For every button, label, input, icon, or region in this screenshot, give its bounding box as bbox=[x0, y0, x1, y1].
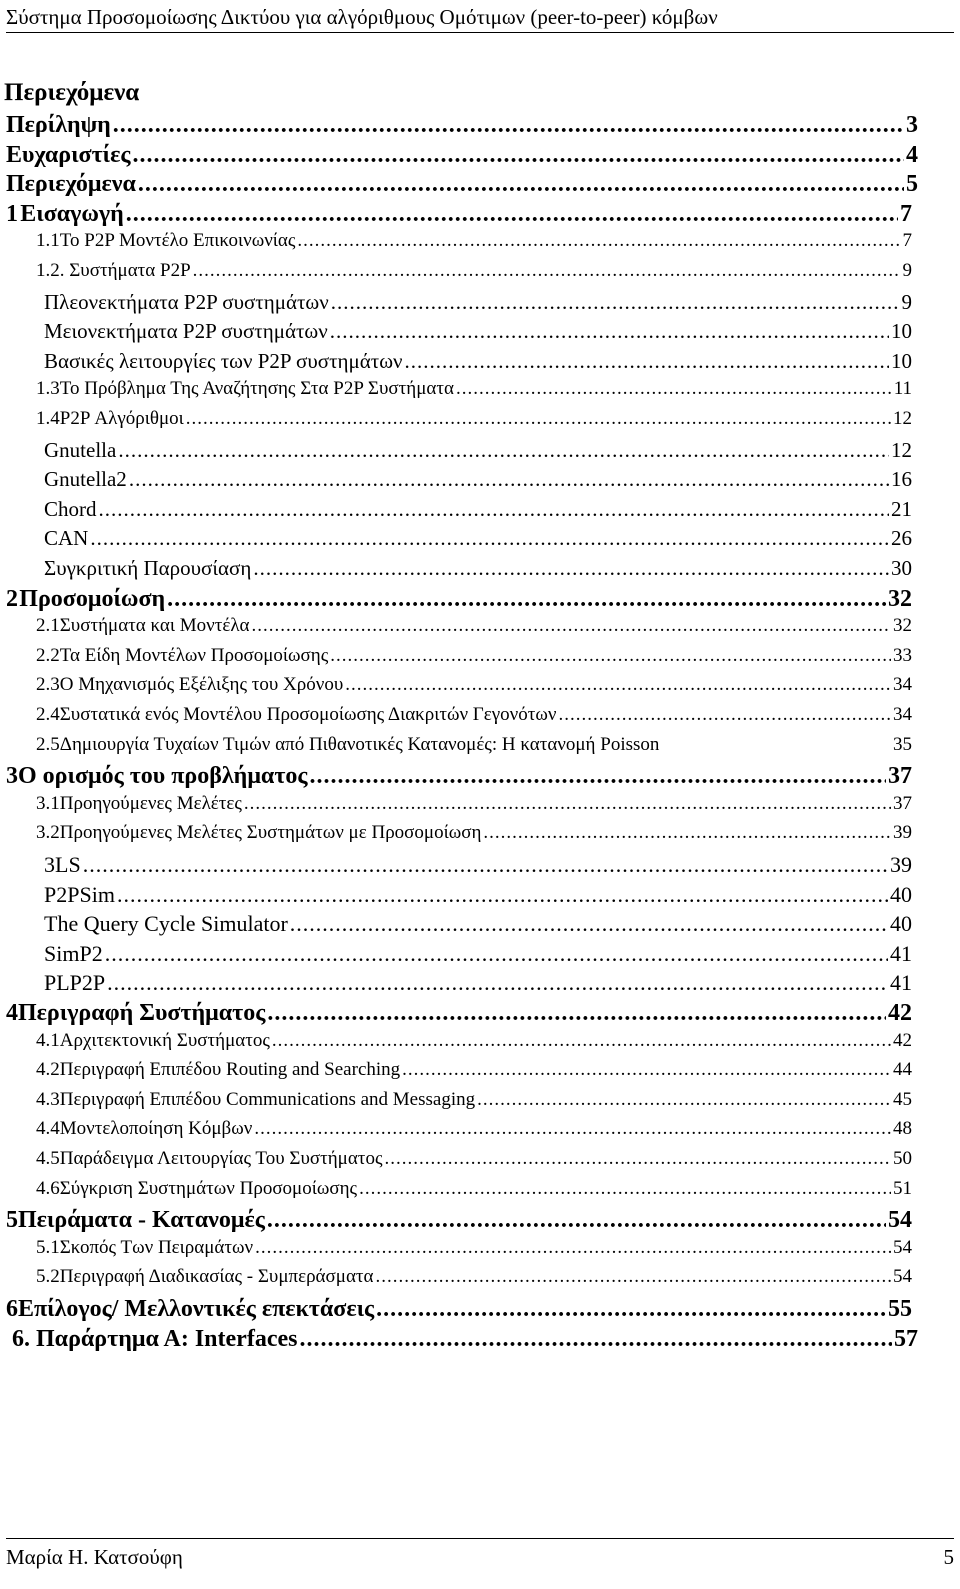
page-header bbox=[6, 4, 954, 33]
toc-entry-page: 12 bbox=[893, 408, 912, 429]
toc-entry[interactable] bbox=[0, 645, 912, 667]
toc-dot-leader bbox=[299, 1326, 892, 1353]
toc-entry[interactable] bbox=[0, 1059, 912, 1081]
toc-entry-number: 6 bbox=[6, 1296, 18, 1322]
toc-entry-page: 54 bbox=[893, 1236, 912, 1258]
toc-dot-leader bbox=[99, 497, 890, 522]
toc-entry-title: Επίλογος/ Μελλοντικές επεκτάσεις bbox=[18, 1296, 375, 1322]
toc-entry-page: 48 bbox=[893, 1118, 912, 1140]
toc-entry-title: Προηγούμενες Μελέτες bbox=[59, 792, 242, 814]
toc-entry[interactable] bbox=[0, 822, 912, 844]
toc-entry-page: 41 bbox=[890, 940, 912, 966]
toc-entry-number: 1.2 bbox=[36, 260, 60, 281]
toc-entry-page: 7 bbox=[902, 230, 912, 252]
footer-page-number: 5 bbox=[943, 1545, 954, 1569]
toc-entry-title: SimP2 bbox=[44, 940, 103, 966]
toc-entry-page: 10 bbox=[891, 348, 912, 373]
toc-entry-page: 12 bbox=[891, 437, 912, 462]
toc-entry-page: 10 bbox=[891, 319, 912, 344]
toc-entry[interactable] bbox=[0, 290, 912, 315]
toc-heading: Περιεχόμενα bbox=[4, 79, 140, 106]
toc-entry[interactable] bbox=[0, 1089, 912, 1111]
toc-dot-leader bbox=[559, 704, 892, 726]
toc-entry[interactable] bbox=[0, 349, 912, 374]
toc-entry-title: 3LS bbox=[44, 852, 81, 877]
toc-entry-number: 4.1 bbox=[36, 1029, 60, 1051]
toc-entry-page: 3 bbox=[906, 112, 918, 138]
toc-entry[interactable] bbox=[0, 438, 912, 463]
toc-entry-title: Περιγραφή Συστήματος bbox=[18, 1000, 266, 1026]
toc-entry-title: Προσομοίωση bbox=[19, 585, 166, 612]
toc-entry-page: 39 bbox=[890, 852, 912, 877]
toc-dot-leader bbox=[384, 1148, 891, 1170]
toc-entry-number: 5.2 bbox=[36, 1266, 60, 1288]
toc-entry[interactable] bbox=[0, 556, 912, 581]
toc-entry-number: 2.1 bbox=[36, 615, 60, 637]
toc-entry[interactable] bbox=[0, 467, 912, 492]
toc-dot-leader bbox=[376, 1296, 886, 1323]
toc-entry-title: Τα Είδη Μοντέλων Προσομοίωσης bbox=[59, 644, 329, 666]
toc-entry[interactable] bbox=[0, 260, 912, 282]
toc-entry-number: 5.1 bbox=[36, 1236, 60, 1258]
toc-entry[interactable] bbox=[0, 970, 912, 996]
toc-dot-leader bbox=[244, 793, 891, 815]
toc-entry-page: 57 bbox=[894, 1325, 918, 1352]
toc-dot-leader bbox=[254, 1118, 891, 1140]
toc-entry-page: 54 bbox=[888, 1207, 912, 1234]
toc-dot-leader bbox=[132, 142, 904, 169]
toc-entry-title: Αρχιτεκτονική Συστήματος bbox=[59, 1029, 270, 1051]
toc-entry[interactable] bbox=[0, 763, 912, 790]
toc-dot-leader bbox=[255, 1237, 891, 1259]
toc-entry[interactable] bbox=[0, 1266, 912, 1288]
toc-entry-page: 7 bbox=[900, 200, 912, 227]
toc-dot-leader bbox=[272, 1030, 891, 1052]
toc-entry-title: Μειονεκτήματα P2P συστημάτων bbox=[44, 319, 328, 344]
toc-entry[interactable] bbox=[0, 615, 912, 637]
toc-entry-title: PLP2P bbox=[44, 970, 106, 996]
toc-dot-leader bbox=[345, 674, 891, 696]
toc-entry-number: 2.3 bbox=[36, 674, 60, 696]
toc-entry-number: 1.1 bbox=[36, 230, 60, 252]
toc-dot-leader bbox=[252, 615, 892, 637]
toc-entry-page: 4 bbox=[906, 141, 918, 168]
toc-entry-title: Σύγκριση Συστημάτων Προσομοίωσης bbox=[59, 1177, 358, 1199]
toc-entry-number: 2.4 bbox=[36, 704, 60, 725]
toc-entry[interactable] bbox=[0, 704, 912, 726]
toc-entry[interactable] bbox=[0, 526, 912, 551]
toc-dot-leader bbox=[83, 852, 888, 878]
toc-entry[interactable] bbox=[0, 941, 912, 967]
toc-entry-title: Περίληψη bbox=[6, 112, 111, 138]
toc-entry-title: Περιεχόμενα bbox=[6, 171, 136, 198]
toc-entry-title: Βασικές λειτουργίες των P2P συστημάτων bbox=[44, 348, 403, 373]
toc-entry[interactable] bbox=[0, 1030, 912, 1052]
toc-entry[interactable] bbox=[0, 230, 912, 252]
toc-entry[interactable] bbox=[0, 793, 912, 815]
toc-entry-number: 3 bbox=[6, 763, 18, 790]
toc-dot-leader bbox=[405, 349, 889, 374]
toc-entry-title: 6. Παράρτημα Α: Interfaces bbox=[12, 1325, 298, 1352]
toc-entry-title: The Query Cycle Simulator bbox=[44, 911, 288, 937]
toc-dot-leader bbox=[375, 1266, 891, 1288]
toc-entry-title: Παράδειγμα Λειτουργίας Του Συστήματος bbox=[59, 1148, 383, 1169]
toc-entry-page: 50 bbox=[893, 1148, 912, 1169]
toc-entry-title: Ο ορισμός του προβλήματος bbox=[18, 763, 308, 790]
toc-entry-number: 4.2 bbox=[36, 1059, 60, 1081]
toc-entry-title: Ο Μηχανισμός Εξέλιξης του Χρόνου bbox=[59, 674, 344, 696]
toc-dot-leader bbox=[402, 1059, 891, 1081]
toc-entry[interactable] bbox=[0, 408, 912, 430]
toc-entry[interactable] bbox=[0, 142, 918, 169]
toc-entry-page: 21 bbox=[891, 496, 912, 521]
toc-entry-title: Περιγραφή Επιπέδου Routing and Searching bbox=[59, 1059, 401, 1081]
toc-entry-title: Συγκριτική Παρουσίαση bbox=[44, 556, 252, 580]
toc-entry-page: 11 bbox=[893, 378, 912, 400]
toc-entry-title: Chord bbox=[44, 496, 97, 521]
toc-entry-title: Gnutella bbox=[44, 437, 117, 462]
toc-entry[interactable] bbox=[0, 319, 912, 344]
toc-entry[interactable] bbox=[0, 201, 912, 228]
toc-dot-leader bbox=[267, 1207, 886, 1234]
toc-entry-page: 42 bbox=[888, 1000, 912, 1026]
toc-entry-title: Πλεονεκτήματα P2P συστημάτων bbox=[44, 289, 329, 314]
toc-entry-title: Το P2P Μοντέλο Επικοινωνίας bbox=[59, 230, 296, 252]
toc-entry-title: Gnutella2 bbox=[44, 467, 127, 492]
toc-entry-page: 40 bbox=[890, 881, 912, 907]
toc-entry-page: 30 bbox=[891, 556, 912, 580]
toc-dot-leader bbox=[331, 290, 900, 315]
toc-entry[interactable] bbox=[0, 586, 912, 613]
toc-entry-page: 9 bbox=[902, 260, 912, 281]
toc-entry-number: 3.1 bbox=[36, 792, 60, 814]
toc-entry[interactable] bbox=[0, 497, 912, 522]
toc-dot-leader bbox=[186, 408, 891, 430]
toc-entry-page: 37 bbox=[893, 792, 912, 814]
toc-dot-leader bbox=[126, 201, 898, 228]
toc-entry-page: 39 bbox=[893, 822, 912, 844]
toc-entry-title: Πειράματα - Κατανομές bbox=[18, 1207, 265, 1234]
toc-entry-number: 1.3 bbox=[36, 378, 60, 400]
toc-entry-number: 2.2 bbox=[36, 644, 60, 666]
toc-entry-page: 55 bbox=[888, 1296, 912, 1322]
toc-entry-title: Περιγραφή Διαδικασίας - Συμπεράσματα bbox=[59, 1266, 374, 1288]
toc-entry-number: 4.3 bbox=[36, 1088, 60, 1110]
toc-entry[interactable] bbox=[0, 1118, 912, 1140]
toc-entry-page: 5 bbox=[906, 171, 918, 198]
toc-entry[interactable] bbox=[0, 911, 912, 937]
toc-entry-page: 16 bbox=[891, 467, 912, 492]
toc-dot-leader bbox=[129, 467, 889, 492]
toc-entry-page: 32 bbox=[888, 585, 912, 612]
toc-entry-page: 54 bbox=[893, 1266, 912, 1288]
toc-entry-title: P2PSim bbox=[44, 881, 115, 907]
toc-entry[interactable] bbox=[0, 1296, 912, 1323]
toc-entry[interactable] bbox=[0, 1178, 912, 1200]
toc-entry-title: Περιγραφή Επιπέδου Communications and Messaging bbox=[59, 1088, 476, 1110]
toc-dot-leader bbox=[118, 438, 889, 463]
toc-dot-leader bbox=[138, 171, 904, 198]
toc-entry-page: 37 bbox=[888, 763, 912, 790]
toc-entry[interactable] bbox=[0, 1326, 918, 1353]
toc-dot-leader bbox=[456, 378, 892, 400]
toc-entry-page: 41 bbox=[890, 970, 912, 996]
toc-dot-leader bbox=[359, 1178, 891, 1200]
toc-entry[interactable] bbox=[0, 734, 912, 756]
toc-entry-number: 2 bbox=[6, 585, 18, 612]
toc-entry-number: 4.4 bbox=[36, 1118, 60, 1140]
toc-dot-leader bbox=[117, 882, 888, 908]
toc-dot-leader bbox=[253, 556, 889, 581]
toc-entry-title: . Συστήματα P2P bbox=[59, 260, 191, 281]
toc-entry[interactable] bbox=[0, 112, 918, 139]
toc-entry-page: 34 bbox=[893, 704, 912, 725]
toc-entry[interactable] bbox=[0, 852, 912, 878]
toc-entry-number: 5 bbox=[6, 1207, 18, 1234]
toc-entry-page: 42 bbox=[893, 1029, 912, 1051]
toc-dot-leader bbox=[330, 645, 891, 667]
toc-entry-title: Το Πρόβλημα Της Αναζήτησης Στα P2P Συστήματα bbox=[59, 378, 454, 400]
toc-entry[interactable] bbox=[0, 674, 912, 696]
toc-dot-leader bbox=[310, 763, 887, 790]
toc-entry-page: 45 bbox=[893, 1088, 912, 1110]
toc-entry-page: 33 bbox=[893, 644, 912, 666]
toc-entry-page: 34 bbox=[893, 674, 912, 696]
toc-dot-leader bbox=[330, 319, 889, 344]
toc-entry-title: Μοντελοποίηση Κόμβων bbox=[59, 1118, 253, 1140]
page-footer bbox=[6, 1538, 954, 1571]
toc-entry-page: 26 bbox=[891, 526, 912, 551]
toc-entry-title: Δημιουργία Τυχαίων Τιμών από Πιθανοτικές Κατανομές: Η κατανομή Poisson bbox=[59, 733, 660, 755]
toc-entry-number: 1 bbox=[6, 200, 18, 227]
toc-entry[interactable] bbox=[0, 1237, 912, 1259]
toc-entry-title: Συστήματα και Μοντέλα bbox=[59, 615, 250, 637]
toc-entry-page: 40 bbox=[890, 911, 912, 937]
toc-dot-leader bbox=[107, 970, 888, 996]
toc-entry-title: Ευχαριστίες bbox=[6, 141, 131, 168]
toc-entry-title: CAN bbox=[44, 526, 89, 551]
toc-entry[interactable] bbox=[0, 1000, 912, 1027]
toc-dot-leader bbox=[290, 911, 888, 937]
toc-dot-leader bbox=[477, 1089, 891, 1111]
toc-entry-title: Συστατικά ενός Μοντέλου Προσομοίωσης Διακριτών Γεγονότων bbox=[59, 704, 557, 725]
toc-entry-number: 3.2 bbox=[36, 822, 60, 844]
toc-entry-number: 2.5 bbox=[36, 733, 60, 755]
toc-dot-leader bbox=[193, 260, 901, 282]
toc-entry-page: 51 bbox=[893, 1177, 912, 1199]
toc-entry-title: Προηγούμενες Μελέτες Συστημάτων με Προσομοίωση bbox=[59, 822, 482, 844]
toc-entry-page: 32 bbox=[893, 615, 912, 637]
toc-entry[interactable] bbox=[0, 1148, 912, 1170]
toc-dot-leader bbox=[90, 526, 889, 551]
toc-dot-leader bbox=[267, 1000, 886, 1027]
toc-entry-title: Εισαγωγή bbox=[20, 200, 124, 227]
toc-dot-leader bbox=[113, 112, 904, 139]
toc-entry-title: P2P Αλγόριθμοι bbox=[59, 408, 184, 429]
toc-entry-number: 4 bbox=[6, 1000, 18, 1026]
toc-entry-page: 44 bbox=[893, 1059, 912, 1081]
toc-entry-number: 4.5 bbox=[36, 1148, 60, 1169]
toc-entry-number: 4.6 bbox=[36, 1177, 60, 1199]
toc-entry[interactable] bbox=[0, 1207, 912, 1234]
document-title: Σύστημα Προσομοίωσης Δικτύου για αλγόριθμους Ομότιμων (peer-to-peer) κόμβων bbox=[6, 5, 718, 29]
toc-dot-leader bbox=[167, 586, 886, 613]
toc-entry-number: 1.4 bbox=[36, 408, 60, 429]
toc-entry[interactable] bbox=[0, 378, 912, 400]
toc-dot-leader bbox=[483, 822, 891, 844]
toc-entry-page: 35 bbox=[893, 733, 912, 755]
toc-entry[interactable] bbox=[0, 171, 918, 198]
footer-author: Μαρία Η. Κατσούφη bbox=[6, 1545, 183, 1569]
toc-dot-leader bbox=[297, 230, 900, 252]
toc-entry-title: Σκοπός Των Πειραμάτων bbox=[59, 1236, 254, 1258]
toc-entry[interactable] bbox=[0, 882, 912, 908]
toc-entry-page: 9 bbox=[901, 289, 912, 314]
toc-dot-leader bbox=[105, 941, 888, 967]
